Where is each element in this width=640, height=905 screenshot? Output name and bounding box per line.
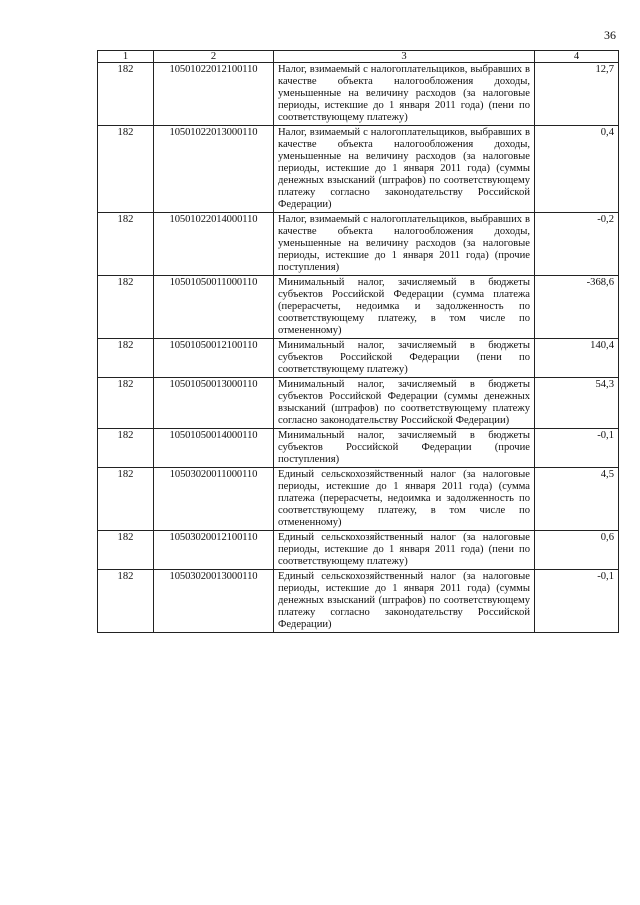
admin-code-cell: 182: [98, 531, 154, 570]
kbk-cell: 10503020012100110: [154, 531, 274, 570]
revenue-name-cell: Минимальный налог, зачисляемый в бюджеты субъектов Российской Федерации (суммы денежных взысканий (штрафов) по соответствующему платежу согласно законодательству Российской Федерации): [274, 378, 535, 429]
amount-cell: 4,5: [535, 468, 619, 531]
amount-cell: 0,4: [535, 126, 619, 213]
column-header-1: 1: [98, 51, 154, 63]
admin-code-cell: 182: [98, 213, 154, 276]
revenue-name-cell: Налог, взимаемый с налогоплательщиков, выбравших в качестве объекта налогообложения доходы, уменьшенные на величину расходов (за налоговые периоды, истекшие до 1 января 2011 года) (прочие поступления): [274, 213, 535, 276]
revenue-name-cell: Налог, взимаемый с налогоплательщиков, выбравших в качестве объекта налогообложения доходы, уменьшенные на величину расходов (за налоговые периоды, истекшие до 1 января 2011 года) (пени по соответствующему платежу): [274, 63, 535, 126]
table-row: [98, 63, 619, 126]
kbk-cell: 10501022012100110: [154, 63, 274, 126]
amount-cell: -0,2: [535, 213, 619, 276]
budget-revenue-table: [97, 50, 619, 633]
table-row: [98, 213, 619, 276]
admin-code-cell: 182: [98, 63, 154, 126]
table-row: [98, 531, 619, 570]
table-row: [98, 468, 619, 531]
revenue-name-cell: Единый сельскохозяйственный налог (за налоговые периоды, истекшие до 1 января 2011 года) (суммы денежных взысканий (штрафов) по соответствующему платежу согласно законодательству Российской Федерации): [274, 570, 535, 633]
table-row: [98, 429, 619, 468]
admin-code-cell: 182: [98, 429, 154, 468]
kbk-cell: 10503020011000110: [154, 468, 274, 531]
revenue-name-cell: Налог, взимаемый с налогоплательщиков, выбравших в качестве объекта налогообложения доходы, уменьшенные на величину расходов (за налоговые периоды, истекшие до 1 января 2011 года) (суммы денежных взысканий (штрафов) по соответствующему платежу согласно законодательству Российской Федерации): [274, 126, 535, 213]
amount-cell: -0,1: [535, 429, 619, 468]
kbk-cell: 10501022013000110: [154, 126, 274, 213]
kbk-cell: 10501050013000110: [154, 378, 274, 429]
kbk-cell: 10503020013000110: [154, 570, 274, 633]
revenue-name-cell: Минимальный налог, зачисляемый в бюджеты субъектов Российской Федерации (сумма платежа (перерасчеты, недоимка и задолженность по соответствующему платежу, в том числе по отмененному): [274, 276, 535, 339]
revenue-name-cell: Минимальный налог, зачисляемый в бюджеты субъектов Российской Федерации (пени по соответствующему платежу): [274, 339, 535, 378]
admin-code-cell: 182: [98, 468, 154, 531]
table-row: [98, 126, 619, 213]
column-header-3: 3: [274, 51, 535, 63]
amount-cell: 54,3: [535, 378, 619, 429]
column-header-4: 4: [535, 51, 619, 63]
admin-code-cell: 182: [98, 276, 154, 339]
amount-cell: 140,4: [535, 339, 619, 378]
table-header-row: [98, 51, 619, 63]
amount-cell: -368,6: [535, 276, 619, 339]
table-row: [98, 378, 619, 429]
admin-code-cell: 182: [98, 339, 154, 378]
amount-cell: 12,7: [535, 63, 619, 126]
kbk-cell: 10501050011000110: [154, 276, 274, 339]
table-row: [98, 339, 619, 378]
amount-cell: 0,6: [535, 531, 619, 570]
admin-code-cell: 182: [98, 126, 154, 213]
revenue-name-cell: Единый сельскохозяйственный налог (за налоговые периоды, истекшие до 1 января 2011 года) (пени по соответствующему платежу): [274, 531, 535, 570]
kbk-cell: 10501050012100110: [154, 339, 274, 378]
kbk-cell: 10501050014000110: [154, 429, 274, 468]
column-header-2: 2: [154, 51, 274, 63]
table-row: [98, 276, 619, 339]
revenue-name-cell: Минимальный налог, зачисляемый в бюджеты субъектов Российской Федерации (прочие поступления): [274, 429, 535, 468]
amount-cell: -0,1: [535, 570, 619, 633]
kbk-cell: 10501022014000110: [154, 213, 274, 276]
table-row: [98, 570, 619, 633]
page-number: 36: [604, 28, 616, 42]
revenue-name-cell: Единый сельскохозяйственный налог (за налоговые периоды, истекшие до 1 января 2011 года) (сумма платежа (перерасчеты, недоимка и задолженность по соответствующему платежу, в том числе по отмененному): [274, 468, 535, 531]
admin-code-cell: 182: [98, 570, 154, 633]
admin-code-cell: 182: [98, 378, 154, 429]
